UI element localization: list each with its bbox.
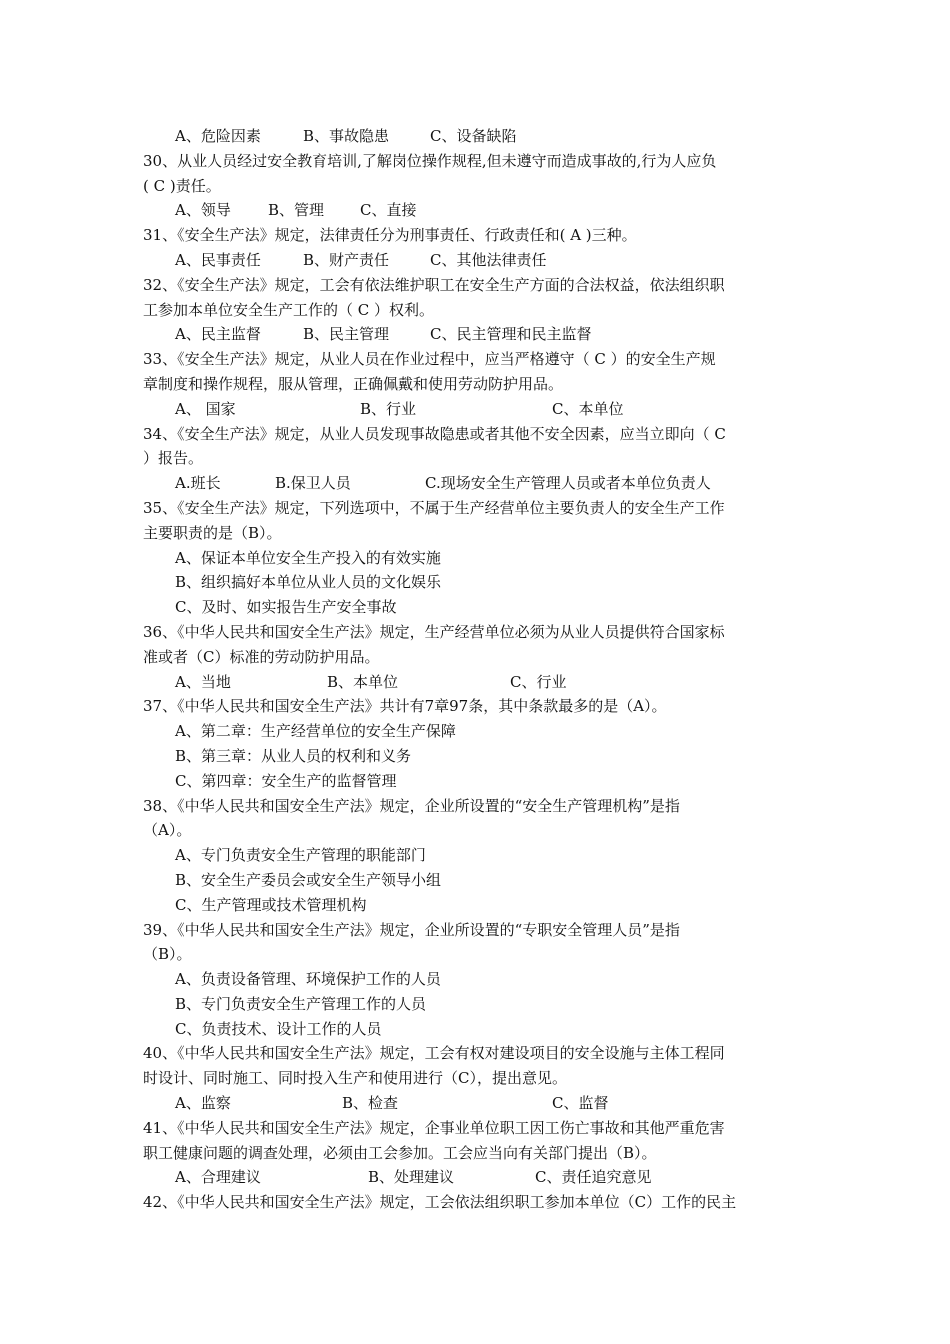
answer-option: A、当地 <box>175 672 231 691</box>
answer-option-line: B、安全生产委员会或安全生产领导小组 <box>175 870 442 889</box>
question-text-line: 主要职责的是（B）。 <box>143 523 282 542</box>
answer-option: B、事故隐患 <box>303 127 390 145</box>
answer-option: B、本单位 <box>327 672 399 691</box>
answer-option: A、合理建议 <box>175 1168 261 1187</box>
question-text-line: 37、《中华人民共和国安全生产法》共计有7章97条，其中条款最多的是（A）。 <box>143 697 667 716</box>
answer-option: C、监督 <box>552 1094 609 1113</box>
answer-option: A、领导 <box>175 201 231 220</box>
answer-options-row <box>143 471 813 496</box>
answer-option: B、行业 <box>360 399 417 418</box>
answer-option-line: A、负责设备管理、环境保护工作的人员 <box>175 970 441 989</box>
answer-options-row <box>143 248 813 273</box>
question-text-line: 31、《安全生产法》规定，法律责任分为刑事责任、行政责任和( A )三种。 <box>143 226 637 245</box>
question-text-line: ( C )责任。 <box>143 176 221 195</box>
answer-option: A、民事责任 <box>175 250 261 269</box>
answer-options-row <box>143 670 813 695</box>
question-text-line: 职工健康问题的调查处理，必须由工会参加。工会应当向有关部门提出（B）。 <box>143 1143 657 1162</box>
answer-options-row <box>143 198 813 223</box>
question-text-line: 时设计、同时施工、同时投入生产和使用进行（C），提出意见。 <box>143 1069 567 1088</box>
answer-option: A.班长 <box>175 474 221 493</box>
answer-option: C、其他法律责任 <box>430 250 547 269</box>
answer-options-row <box>143 124 813 149</box>
answer-option: C、责任追究意见 <box>535 1168 652 1187</box>
answer-option: C、行业 <box>510 672 567 691</box>
question-text-line: 30、从业人员经过安全教育培训,了解岗位操作规程,但未遵守而造成事故的,行为人应负 <box>143 151 717 170</box>
answer-option: B.保卫人员 <box>275 474 351 493</box>
answer-option-line: B、专门负责安全生产管理工作的人员 <box>175 994 427 1013</box>
answer-option: B、民主管理 <box>303 325 390 344</box>
answer-option-line: A、第二章：生产经营单位的安全生产保障 <box>175 722 456 741</box>
question-text-line: 40、《中华人民共和国安全生产法》规定，工会有权对建设项目的安全设施与主体工程同 <box>143 1044 725 1063</box>
answer-option: C.现场安全生产管理人员或者本单位负责人 <box>425 474 711 493</box>
question-text-line: 章制度和操作规程，服从管理，正确佩戴和使用劳动防护用品。 <box>143 374 564 393</box>
answer-option-line: C、负责技术、设计工作的人员 <box>175 1019 382 1038</box>
answer-option: B、处理建议 <box>368 1168 455 1187</box>
answer-option-line: B、第三章：从业人员的权利和义务 <box>175 746 412 765</box>
answer-option: C、民主管理和民主监督 <box>430 325 592 344</box>
answer-option: A、 国家 <box>175 399 236 418</box>
question-text-line: 39、《中华人民共和国安全生产法》规定，企业所设置的“专职安全管理人员”是指 <box>143 920 680 939</box>
question-text-line: （A）。 <box>143 821 192 840</box>
answer-option-line: A、保证本单位安全生产投入的有效实施 <box>175 548 441 567</box>
question-text-line: （B）。 <box>143 945 192 964</box>
document-page <box>143 124 813 1215</box>
answer-option-line: C、第四章：安全生产的监督管理 <box>175 771 397 790</box>
answer-option: B、管理 <box>268 201 325 220</box>
answer-option-line: A、专门负责安全生产管理的职能部门 <box>175 846 426 865</box>
answer-option: B、财产责任 <box>303 250 390 269</box>
answer-option-line: C、及时、如实报告生产安全事故 <box>175 598 397 617</box>
answer-option: B、检查 <box>342 1094 399 1113</box>
answer-option: C、本单位 <box>552 399 624 418</box>
answer-option: C、设备缺陷 <box>430 127 517 145</box>
answer-options-row <box>143 1165 813 1190</box>
question-text-line: 41、《中华人民共和国安全生产法》规定，企事业单位职工因工伤亡事故和其他严重危害 <box>143 1118 725 1137</box>
question-text-line: ）报告。 <box>143 449 204 468</box>
answer-option-line: B、组织搞好本单位从业人员的文化娱乐 <box>175 573 442 592</box>
question-text-line: 33、《安全生产法》规定，从业人员在作业过程中，应当严格遵守（ C ）的安全生产规 <box>143 350 716 369</box>
answer-option: C、直接 <box>360 201 417 220</box>
question-text-line: 42、《中华人民共和国安全生产法》规定，工会依法组织职工参加本单位（C）工作的民主 <box>143 1193 737 1212</box>
question-text-line: 38、《中华人民共和国安全生产法》规定，企业所设置的“安全生产管理机构”是指 <box>143 796 680 815</box>
answer-option: A、民主监督 <box>175 325 261 344</box>
answer-options-row <box>143 1091 813 1116</box>
answer-options-row <box>143 397 813 422</box>
question-text-line: 工参加本单位安全生产工作的（ C ）权利。 <box>143 300 435 319</box>
question-text-line: 35、《安全生产法》规定，下列选项中，不属于生产经营单位主要负责人的安全生产工作 <box>143 498 725 517</box>
question-text-line: 34、《安全生产法》规定，从业人员发现事故隐患或者其他不安全因素，应当立即向（ C <box>143 424 726 443</box>
answer-options-row <box>143 322 813 347</box>
answer-option: A、监察 <box>175 1094 231 1113</box>
question-text-line: 32、《安全生产法》规定，工会有依法维护职工在安全生产方面的合法权益，依法组织职 <box>143 275 725 294</box>
answer-option: A、危险因素 <box>175 127 261 145</box>
question-text-line: 准或者（C）标准的劳动防护用品。 <box>143 647 380 666</box>
question-text-line: 36、《中华人民共和国安全生产法》规定，生产经营单位必须为从业人员提供符合国家标 <box>143 622 725 641</box>
answer-option-line: C、生产管理或技术管理机构 <box>175 895 367 914</box>
